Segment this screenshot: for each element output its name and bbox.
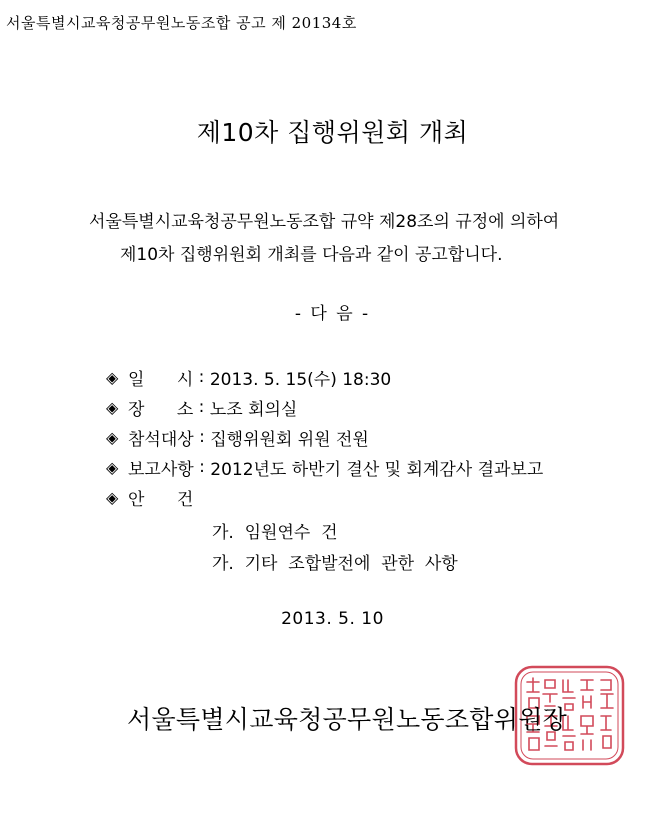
item-label: 참석대상 [128,429,194,450]
agenda-list [212,515,458,577]
diamond-bullet-icon: ◈ [106,367,119,387]
item-label: 일 시 [128,369,194,390]
item-colon: : [193,427,211,447]
diamond-bullet-icon: ◈ [106,487,119,507]
diamond-bullet-icon: ◈ [106,427,119,447]
item-colon: : [193,367,210,387]
notice-item-attendees [106,422,543,452]
item-colon: : [193,397,210,417]
item-value: 노조 회의실 [209,399,298,420]
diamond-bullet-icon: ◈ [106,457,119,477]
item-label: 장 소 [128,399,194,420]
item-label: 안 건 [128,489,194,510]
notice-item-report [106,452,543,482]
notice-item-place [106,392,543,422]
item-colon: : [193,457,211,477]
document-date: 2013. 5. 10 [281,609,384,629]
item-label: 보고사항 [128,459,194,480]
item-value: 2012년도 하반기 결산 및 회계감사 결과보고 [210,459,544,480]
agenda-item: 가. 기타 조합발전에 관한 사항 [212,554,458,574]
diamond-bullet-icon: ◈ [106,397,119,417]
notice-item-datetime [106,362,543,392]
agenda-item: 가. 임원연수 건 [212,523,338,543]
notice-item-agenda [106,482,543,512]
item-value: 2013. 5. 15(수) 18:30 [209,369,392,390]
document-number: 서울특별시교육청공무원노동조합 공고 제 20134호 [6,14,357,32]
intro-line-1: 서울특별시교육청공무원노동조합 규약 제28조의 규정에 의하여 [89,212,560,232]
item-value: 집행위원회 위원 전원 [210,429,369,450]
signature-line: 서울특별시교육청공무원노동조합위원장 [127,705,568,734]
document-title: 제10차 집행위원회 개최 [196,118,469,147]
notice-items-list [106,362,543,512]
section-divider-dahm: - 다 음 - [294,304,371,324]
intro-line-2: 제10차 집행위원회 개최를 다음과 같이 공고합니다. [120,245,503,265]
